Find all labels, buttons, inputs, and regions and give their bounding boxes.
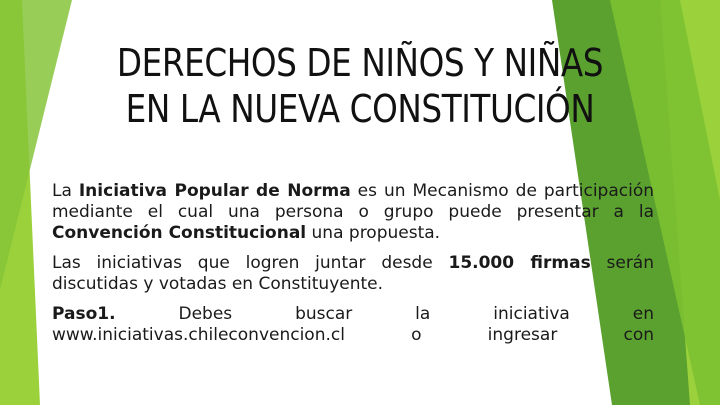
paragraph-step-1 <box>52 304 654 346</box>
bold-term: Convención Constitucional <box>52 223 307 243</box>
text-segment: Las iniciativas que logren juntar desde <box>52 253 449 273</box>
text-segment: La <box>52 181 79 201</box>
step-label: Paso1. <box>52 304 116 324</box>
text-segment: es un Mecanismo de participación mediante el cual una persona o grupo puede presentar a la <box>52 181 654 222</box>
text-segment: serán discutidas y votadas en Constituyente. <box>52 253 655 294</box>
title-line-2: EN LA NUEVA CONSTITUCIÓN <box>125 87 595 131</box>
slide-body <box>52 181 654 355</box>
bold-term: Iniciativa Popular de Norma <box>78 181 351 201</box>
paragraph-initiative <box>52 181 654 244</box>
title-line-1: DERECHOS DE NIÑOS Y NIÑAS <box>116 41 604 85</box>
slide-title <box>76 40 644 132</box>
text-segment: una propuesta. <box>306 223 441 243</box>
bold-term: 15.000 firmas <box>448 253 591 273</box>
paragraph-signatures <box>52 253 654 295</box>
text-segment: Debes buscar la iniciativa en www.iniciativas.chileconvencion.cl o ingresar con <box>52 304 654 345</box>
